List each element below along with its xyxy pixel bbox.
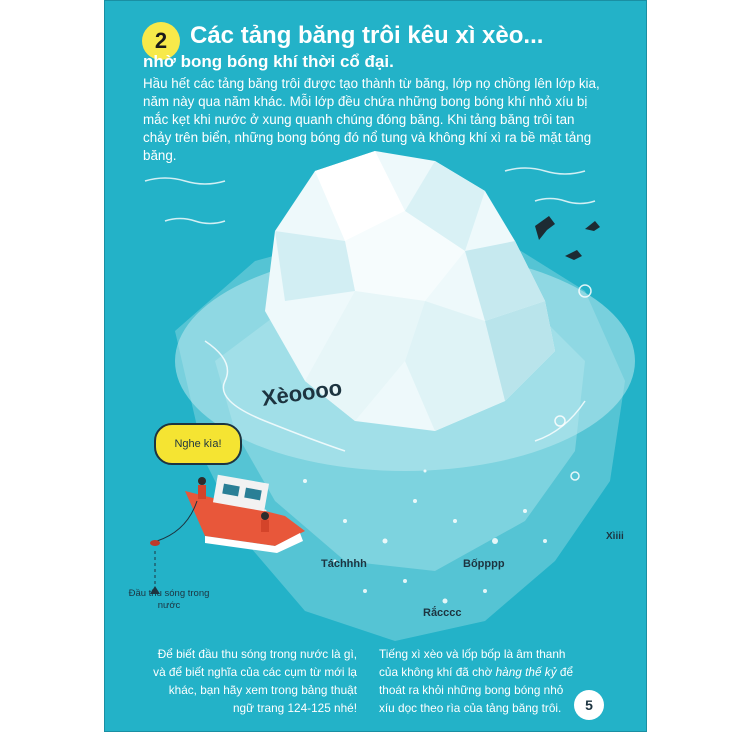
sound-effect-xeo: Xèoooo xyxy=(260,374,344,411)
sound-effect-xi: Xìiii xyxy=(606,531,624,542)
glossary-note: Để biết đầu thu sóng trong nước là gì, và để biết nghĩa của các cụm từ mới lạ khác, bạn hãy xem trong bảng thuật ngữ trang 124-125 nhé! xyxy=(153,647,357,715)
sound-effect-bop: Bốpppp xyxy=(463,558,505,570)
hydrophone-label: Đầu thu sóng trong nước xyxy=(128,588,210,611)
bubble-explanation xyxy=(379,645,575,717)
bubble-explanation-start: Tiếng xì xèo và lốp bốp là âm thanh của không khí đã chờ xyxy=(379,647,566,679)
hydrophone-cable xyxy=(157,501,197,541)
speech-bubble: Nghe kìa! xyxy=(154,423,242,465)
section-number-badge: 2 xyxy=(142,22,180,60)
hydrophone xyxy=(150,540,160,546)
page-number: 5 xyxy=(574,690,604,720)
bubble-explanation-emphasis: hàng thế kỷ xyxy=(495,665,557,679)
page-title: Các tảng băng trôi kêu xì xèo... xyxy=(190,22,544,49)
sound-effect-tach: Táchhhh xyxy=(321,558,367,570)
sound-effect-rac: Rắcccc xyxy=(423,607,462,619)
intro-paragraph: Hầu hết các tảng băng trôi được tạo thành từ băng, lớp nọ chồng lên lớp kia, năm này qua năm khác. Mỗi lớp đều chứa những bong bóng khí nhỏ xíu bị mắc kẹt khi nước ở xung quanh chúng đóng băng. Khi tảng băng trôi tan chảy trên biển, những bong bóng đó nổ tung và không khí xì ra bề mặt tảng băng. xyxy=(143,76,600,163)
page-subtitle: nhờ bong bóng khí thời cổ đại. xyxy=(143,52,394,71)
bubble-explanation-end: để thoát ra khỏi những bong bóng nhỏ xíu dọc theo rìa của tảng băng trôi. xyxy=(379,665,574,715)
puffin-birds xyxy=(535,216,600,260)
